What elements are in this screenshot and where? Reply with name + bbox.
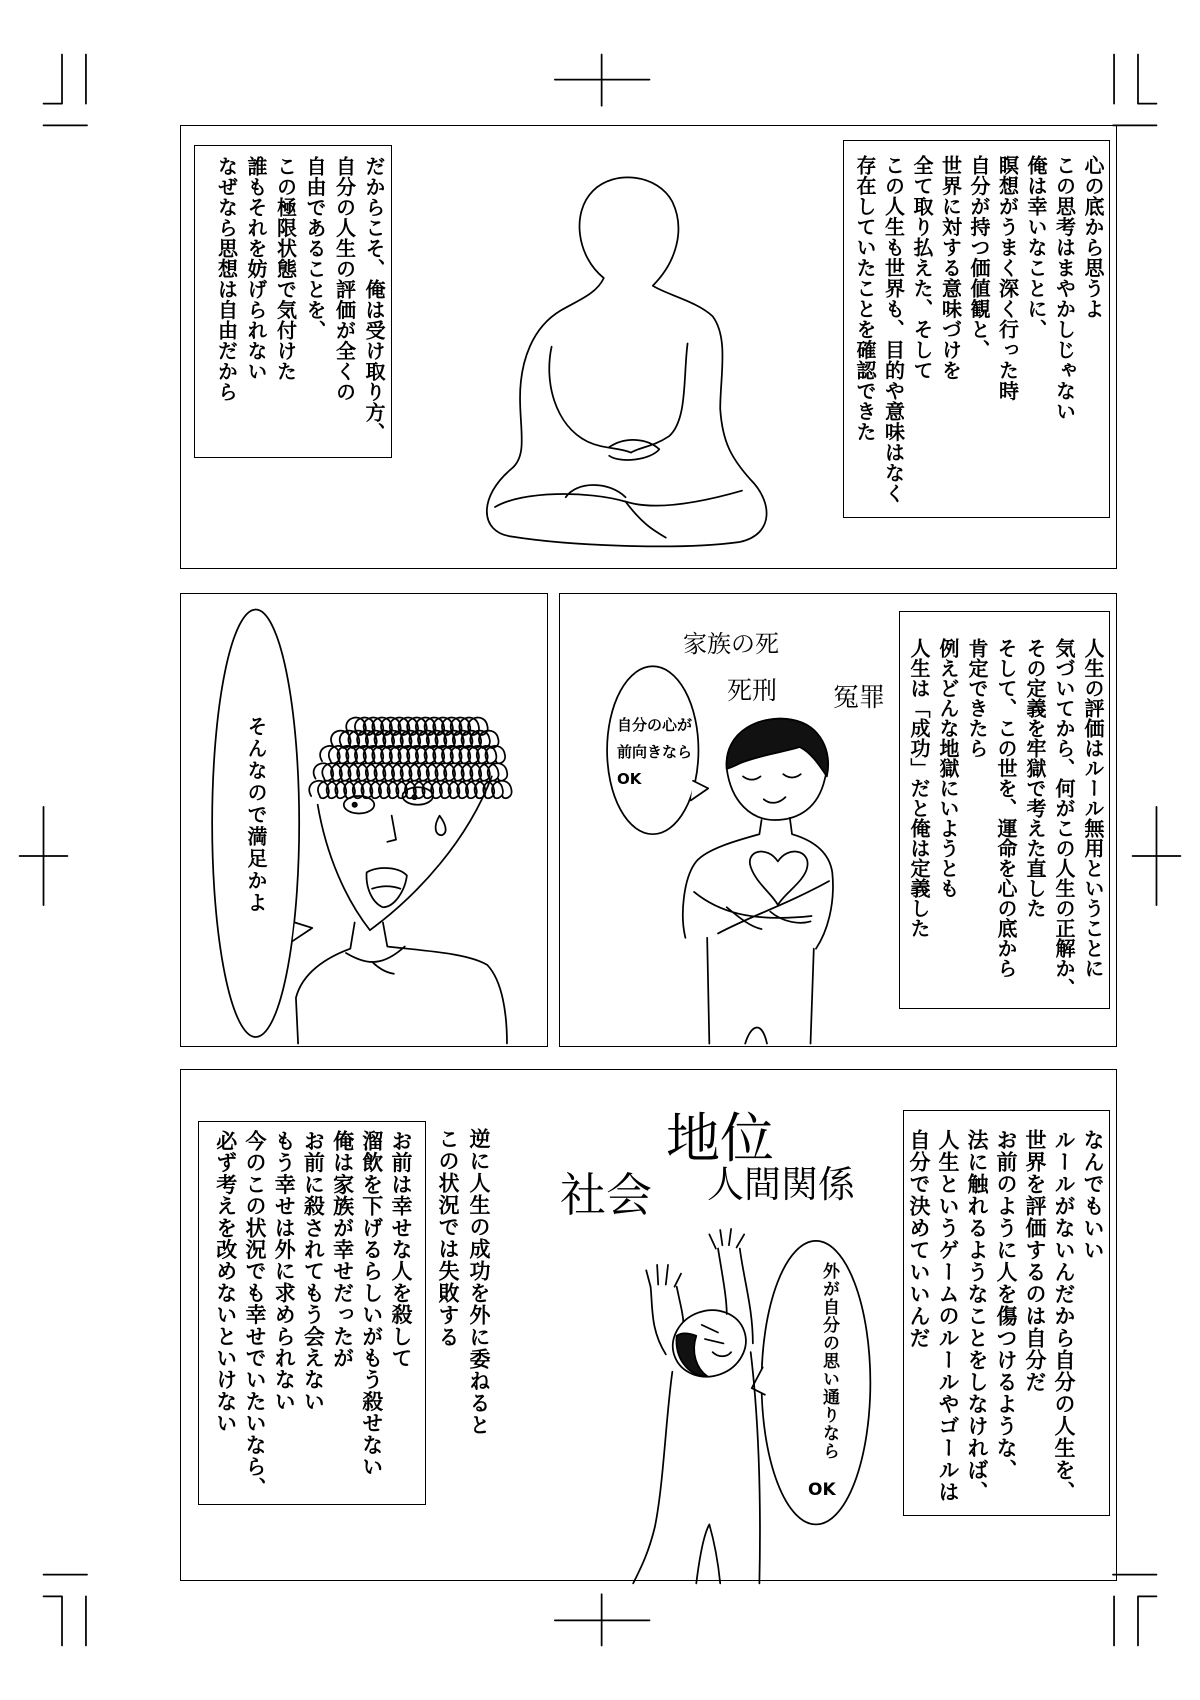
narration-line: この状況では失敗する <box>436 1128 460 1348</box>
nose <box>387 816 396 842</box>
shoulders <box>296 923 507 1044</box>
black-hair <box>727 719 829 777</box>
narration-line: 心の底から思うよ <box>1081 155 1105 319</box>
narration-line: 世界を評価するのは自分だ <box>1023 1129 1047 1393</box>
narration-line: この思考はまやかしじゃない <box>1052 155 1077 422</box>
right-arm <box>718 1249 753 1344</box>
meditating-figure <box>487 177 767 546</box>
speech-line: そんなので満足かよ <box>244 716 268 914</box>
hair <box>676 1333 707 1376</box>
right-arm-line <box>631 343 688 452</box>
open-mouth <box>367 868 407 907</box>
body <box>633 1352 760 1583</box>
narration-line: 誰もそれを妨げられない <box>244 156 268 382</box>
left-arm-line <box>549 347 631 453</box>
crossed-legs <box>495 491 742 507</box>
speech-text-panel3 <box>617 712 692 793</box>
foot <box>566 485 666 538</box>
handwritten-word: 家族の死 <box>683 630 779 658</box>
narration-line: 逆に人生の成功を外に委ねると <box>467 1128 491 1436</box>
figure-outline <box>487 177 767 546</box>
handwritten-word: 社会 <box>560 1168 652 1222</box>
crossed-arms <box>694 881 829 933</box>
narration-line: お前に殺されてもう会えない <box>301 1130 326 1413</box>
narration-line: ルールがないんだから自分の人生を、 <box>1052 1129 1076 1503</box>
narration-line: もう幸せは外に求められない <box>272 1130 297 1413</box>
left-pupil <box>352 803 356 807</box>
right-hand <box>709 1229 744 1249</box>
closed-eyes <box>743 774 801 779</box>
narration-box-panel4-right <box>903 1110 1110 1516</box>
narration-line: 人生の評価はルール無用ということに <box>1081 638 1105 978</box>
face-left-edge <box>318 805 370 930</box>
left-hand <box>646 1265 681 1287</box>
speech-line: 前向きなら <box>617 743 693 761</box>
narration-line: 自分の人生の評価が全くの <box>332 156 357 402</box>
collar <box>346 947 405 974</box>
curly-hair <box>309 718 511 799</box>
narration-line: 溜飲を下げるらしいがもう殺せない <box>359 1130 384 1478</box>
speech-ok: OK <box>808 1480 836 1500</box>
narration-line: 全て取り払えた、そして <box>910 155 934 381</box>
legs <box>707 938 814 1044</box>
right-pupil <box>412 795 416 799</box>
narration-free-panel4 <box>432 1128 494 1448</box>
narration-line: 俺は幸いなことに、 <box>1024 155 1048 340</box>
handwritten-word: 人間関係 <box>707 1163 855 1206</box>
narration-line: だからこそ、俺は受け取り方、 <box>362 156 386 443</box>
narration-line: 法に触れるようなことをしなければ、 <box>965 1129 989 1503</box>
narration-line: その定義を牢獄で考えた直した <box>1023 638 1047 918</box>
narration-line: お前のように人を傷つけるような、 <box>994 1129 1018 1481</box>
smiling-man-with-heart <box>683 719 833 1044</box>
narration-line: なぜなら思想は自由だから <box>214 156 239 402</box>
narration-box-panel1-left <box>194 145 392 458</box>
torso <box>683 818 833 949</box>
narration-line: 例えどんな地獄にいようとも <box>936 638 960 898</box>
narration-line: 自分で決めていいんだ <box>907 1129 931 1349</box>
smile <box>764 797 786 803</box>
narration-line: 自分が持つ価値観と、 <box>967 155 991 360</box>
face-lines <box>702 1325 731 1356</box>
narration-line: そして、この世を、運命を心の底から <box>994 638 1018 978</box>
speech-line: 自分の心が <box>617 716 693 734</box>
narration-line: なんでもいい <box>1081 1129 1105 1261</box>
speech-text-panel2 <box>241 716 271 926</box>
man-raising-arms <box>633 1229 760 1583</box>
narration-line: 俺は家族が幸せだったが <box>330 1130 355 1369</box>
narration-line: 人生は「成功」だと俺は定義した <box>907 638 931 938</box>
speech-line: OK <box>617 770 642 788</box>
curly-haired-man <box>296 718 512 1044</box>
handwritten-word: 冤罪 <box>833 683 886 713</box>
narration-line: 必ず考えを改めないといけない <box>213 1130 238 1434</box>
sweat-drop <box>436 816 446 836</box>
narration-line: 存在していたことを確認できた <box>853 155 877 442</box>
narration-box-panel3 <box>899 611 1110 1009</box>
narration-box-panel1-right <box>843 140 1110 518</box>
narration-box-panel4-left <box>198 1121 426 1505</box>
speech-text-panel4 <box>818 1262 840 1467</box>
narration-line: 瞑想がうまく深く行った時 <box>995 155 1020 401</box>
handwritten-word: 死刑 <box>727 676 778 705</box>
narration-line: 世界に対する意味づけを <box>938 155 963 381</box>
narration-line: 気づいてから、何がこの人生の正解か、 <box>1052 638 1076 998</box>
narration-line: 今のこの状況でも幸せでいたいなら、 <box>242 1130 267 1499</box>
handwritten-word: 地位 <box>666 1107 774 1170</box>
narration-line: 肯定できたら <box>965 638 989 758</box>
narration-line: 人生というゲームのルールやゴールは <box>936 1129 960 1503</box>
narration-line: この極限状態で気付けた <box>273 156 298 382</box>
narration-line: 自由であることを、 <box>303 156 327 341</box>
speech-line: 外が自分の思い通りなら <box>819 1262 839 1460</box>
narration-line: お前は幸せな人を殺して <box>389 1130 413 1369</box>
narration-line: この人生も世界も、目的や意味はなく <box>881 155 906 504</box>
